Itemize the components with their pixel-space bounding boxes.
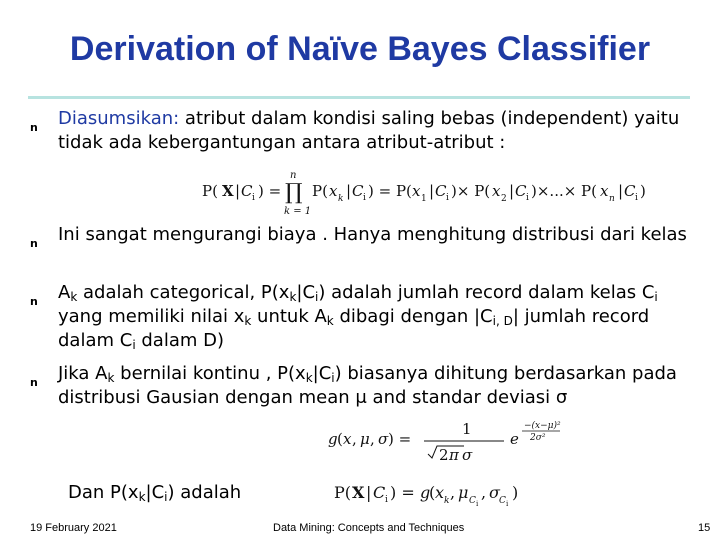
svg-text:n: n — [609, 194, 615, 204]
svg-text:(: ( — [337, 430, 343, 448]
bullet-1-text — [58, 107, 698, 155]
svg-text:C: C — [435, 182, 447, 200]
svg-text:): ) — [512, 483, 519, 502]
svg-text:(: ( — [429, 483, 436, 502]
svg-text:i: i — [526, 193, 529, 203]
svg-text:x: x — [412, 182, 421, 200]
svg-text:C: C — [499, 496, 506, 506]
bullet-2-text: Ini sangat mengurangi biaya . Hanya menghitung distribusi dari kelas — [58, 224, 687, 245]
svg-text:,: , — [352, 430, 357, 448]
svg-text:) =: ) = — [258, 182, 282, 200]
svg-text:k: k — [444, 496, 450, 506]
svg-text:C: C — [241, 182, 253, 200]
page-number: 15 — [698, 522, 711, 534]
svg-text:C: C — [373, 483, 386, 502]
page-title: Derivation of Naïve Bayes Classifier — [69, 30, 651, 68]
svg-text:): ) — [640, 182, 646, 200]
footer-date: 19 February 2021 — [30, 522, 117, 534]
svg-text:C: C — [515, 182, 527, 200]
svg-text:X: X — [352, 483, 365, 502]
svg-text:π: π — [449, 446, 459, 464]
svg-text:C: C — [352, 182, 364, 200]
svg-text:|: | — [366, 483, 372, 502]
svg-text:C: C — [469, 496, 476, 506]
svg-text:g: g — [328, 430, 338, 448]
svg-text:P(: P( — [334, 483, 352, 502]
svg-text:) =: ) = — [388, 430, 412, 448]
bullet-3-text: $A_k$ adalah categorical, $P(x_k|C_i)$ adalah jumlah record dalam kelas $C_i$ yang memiliki nilai $x_k$ untuk $A_k$ dibagi dengan $|C_{i, D}|$ jumlah record dalam $C_i$ dalam D) — [58, 282, 658, 352]
svg-text:|: | — [618, 182, 624, 200]
svg-text:k: k — [338, 194, 344, 204]
svg-text:x: x — [600, 182, 609, 200]
bullet-4-text: Jika $A_k$ bernilai kontinu , $P(x_k|C_i)$ biasanya dihitung berdasarkan pada distribusi Gausian dengan mean μ and standar deviasi σ — [58, 363, 677, 408]
svg-text:i: i — [506, 500, 509, 508]
svg-text:P(: P( — [202, 182, 218, 200]
svg-text:i: i — [363, 193, 366, 203]
svg-text:i: i — [476, 500, 479, 508]
svg-text:μ: μ — [458, 483, 469, 502]
gaussian-formula — [324, 410, 604, 470]
svg-text:1: 1 — [421, 194, 427, 204]
svg-text:,: , — [481, 483, 487, 502]
svg-text:−(x−μ)²: −(x−μ)² — [524, 421, 561, 431]
square-bullet-icon: n — [30, 121, 38, 134]
svg-text:∏: ∏ — [285, 180, 303, 205]
svg-text:i: i — [385, 495, 388, 505]
svg-text:X: X — [222, 182, 234, 200]
svg-text:σ: σ — [378, 430, 389, 448]
closing-text: Dan $P(x_k|C_i)$ adalah — [68, 482, 242, 504]
svg-text:x: x — [492, 182, 501, 200]
svg-text:i: i — [635, 193, 638, 203]
svg-text:|: | — [346, 182, 352, 200]
svg-text:g: g — [420, 483, 431, 502]
svg-text:i: i — [252, 193, 255, 203]
bullet-1-lead: Diasumsikan: — [58, 108, 180, 129]
footer-title: Data Mining: Concepts and Techniques — [273, 522, 465, 534]
svg-text:)×...× P(: )×...× P( — [531, 182, 598, 200]
svg-text:|: | — [509, 182, 515, 200]
svg-text:,: , — [450, 483, 456, 502]
svg-text:x: x — [435, 483, 445, 502]
svg-text:σ: σ — [489, 483, 500, 502]
svg-text:,: , — [370, 430, 375, 448]
svg-text:σ: σ — [462, 446, 473, 464]
final-formula — [330, 474, 580, 510]
svg-text:μ: μ — [360, 430, 370, 448]
square-bullet-icon: n — [30, 237, 38, 250]
bullet-1-body: atribut dalam kondisi saling bebas (independent) yaitu tidak ada kebergantungan antara atribut-atribut : — [58, 108, 680, 153]
svg-text:|: | — [235, 182, 241, 200]
svg-text:i: i — [446, 193, 449, 203]
square-bullet-icon: n — [30, 295, 38, 308]
svg-text:k = 1: k = 1 — [284, 206, 312, 217]
svg-text:P(: P( — [312, 182, 328, 200]
svg-text:)× P(: )× P( — [451, 182, 491, 200]
svg-text:x: x — [329, 182, 338, 200]
svg-text:n: n — [290, 170, 297, 181]
square-bullet-icon: n — [30, 376, 38, 389]
svg-text:2: 2 — [501, 194, 507, 204]
svg-text:e: e — [510, 430, 519, 448]
svg-text:2: 2 — [439, 446, 449, 464]
svg-text:2σ²: 2σ² — [530, 433, 546, 443]
naive-bayes-product-formula — [196, 170, 716, 220]
svg-text:x: x — [343, 430, 352, 448]
svg-text:|: | — [429, 182, 435, 200]
svg-text:) =: ) = — [390, 483, 415, 502]
svg-text:1: 1 — [462, 420, 472, 438]
svg-text:C: C — [624, 182, 636, 200]
svg-text:) = P(: ) = P( — [368, 182, 412, 200]
title-underline — [28, 96, 690, 99]
